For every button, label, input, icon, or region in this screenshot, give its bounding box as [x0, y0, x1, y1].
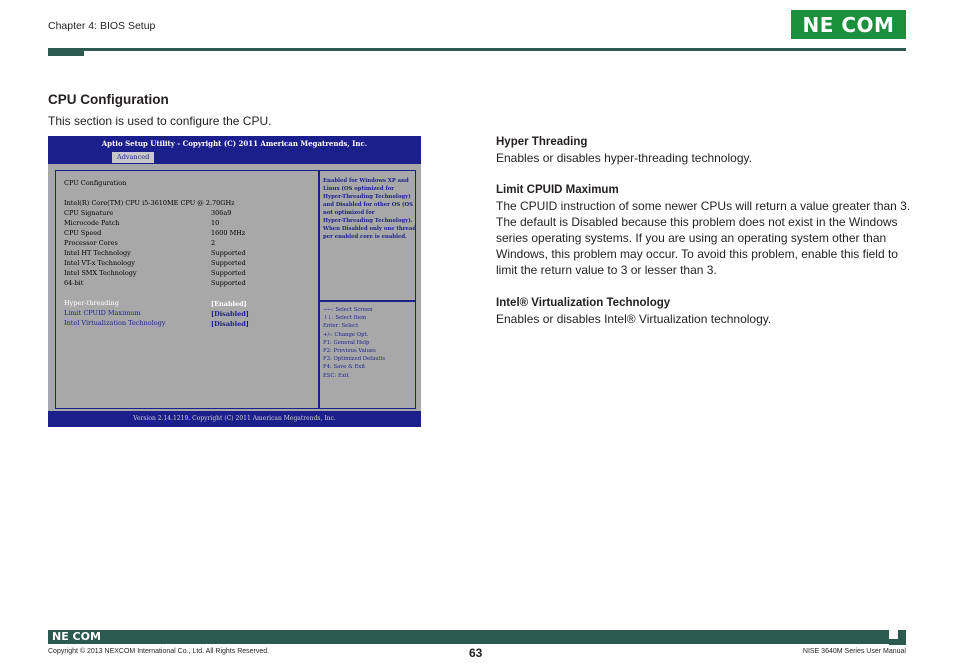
- bios-keys-panel: [318, 300, 416, 409]
- header-rule: [48, 48, 906, 51]
- chapter-label: Chapter 4: BIOS Setup: [48, 20, 156, 32]
- header-rule-accent: [48, 48, 84, 56]
- bios-help-line: Hyper-Threading Technology).: [323, 218, 413, 224]
- bios-row-label: Microcode Patch: [64, 219, 120, 227]
- footer-square-decoration: [889, 630, 898, 639]
- bios-help-line: Linux (OS optimized for: [323, 186, 395, 192]
- bios-row-label: Intel VT-x Technology: [64, 259, 135, 267]
- bios-row-label: Processor Cores: [64, 239, 118, 247]
- copyright-text: Copyright © 2013 NEXCOM International Co., Ltd. All Rights Reserved.: [48, 648, 270, 655]
- bios-row-label: 64-bit: [64, 279, 84, 287]
- bios-option-hyper-threading[interactable]: Hyper-threading: [64, 299, 119, 307]
- desc-text-limit-cpuid: The CPUID instruction of some newer CPUs will return a value greater than 3. The default is Disabled because this problem does not exist in the Windows series operating systems. If you are using an operating system other than Windows, this problem may occur. To avoid this problem, enable this field to limit the return value to 3 or lesser than 3.: [496, 199, 911, 277]
- desc-text-hyper-threading: Enables or disables hyper-threading technology.: [496, 151, 752, 165]
- bios-row-value: Supported: [211, 259, 246, 267]
- desc-heading-virtualization: Intel® Virtualization Technology: [496, 297, 671, 309]
- section-title: CPU Configuration: [48, 92, 169, 107]
- bios-option-virtualization[interactable]: Intel Virtualization Technology: [64, 319, 166, 327]
- bios-row-value: Supported: [211, 249, 246, 257]
- bios-key-hint: F3: Optimized Defaults: [323, 356, 386, 363]
- bios-help-line: per enabled core is enabled.: [323, 234, 407, 240]
- bios-row-value: Supported: [211, 279, 246, 287]
- bios-row-value: Supported: [211, 269, 246, 277]
- section-intro: This section is used to configure the CPU.: [48, 114, 272, 128]
- bios-row-label: CPU Configuration: [64, 179, 127, 187]
- bios-title: Aptio Setup Utility - Copyright (C) 2011 American Megatrends, Inc.: [48, 136, 421, 152]
- bios-option-value[interactable]: [Disabled]: [211, 320, 249, 328]
- bios-option-limit-cpuid[interactable]: Limit CPUID Maximum: [64, 309, 141, 317]
- desc-text-virtualization: Enables or disables Intel® Virtualization technology.: [496, 312, 772, 326]
- manual-title: NISE 3640M Series User Manual: [802, 648, 906, 655]
- footer-logo: NE COM: [52, 630, 101, 643]
- page-number: 63: [469, 646, 483, 660]
- bios-row-value: 1600 MHz: [211, 229, 246, 237]
- bios-option-value[interactable]: [Disabled]: [211, 310, 249, 318]
- bios-row-label: Intel(R) Core(TM) CPU i5-3610ME CPU @ 2.70GHz: [64, 199, 235, 207]
- bios-key-hint: F1: General Help: [323, 339, 370, 346]
- bios-row-value: 306a9: [211, 209, 232, 217]
- bios-help-line: Hyper-Threading Technology): [323, 194, 411, 200]
- nexcom-logo: [791, 10, 906, 39]
- bios-help-line: and Disabled for other OS (OS: [323, 202, 413, 208]
- desc-heading-limit-cpuid: Limit CPUID Maximum: [496, 184, 619, 196]
- bios-key-hint: →←: Select Screen: [323, 307, 373, 313]
- bios-main-panel: [55, 170, 320, 409]
- bios-row-label: CPU Speed: [64, 229, 102, 237]
- logo-text: NE COM: [802, 12, 895, 37]
- bios-tab-bar: [48, 152, 421, 164]
- bios-key-hint: F4: Save & Exit: [323, 364, 366, 371]
- bios-key-hint: F2: Previous Values: [323, 348, 376, 355]
- bios-help-line: not optimized for: [323, 210, 375, 216]
- bios-key-hint: ESC: Exit: [323, 372, 349, 379]
- bios-row-label: Intel SMX Technology: [64, 269, 137, 277]
- bios-tab-advanced[interactable]: Advanced: [112, 152, 154, 163]
- bios-help-line: Enabled for Windows XP and: [323, 178, 409, 184]
- bios-key-hint: +/-: Change Opt.: [323, 331, 369, 338]
- footer-square-decoration: [898, 639, 906, 645]
- desc-heading-hyper-threading: Hyper Threading: [496, 136, 588, 148]
- footer-square-decoration: [889, 639, 898, 645]
- bios-screenshot: [48, 136, 421, 427]
- bios-help-line: When Disabled only one thread: [323, 226, 417, 232]
- bios-row-value: 2: [211, 239, 216, 247]
- bios-option-value[interactable]: [Enabled]: [211, 300, 247, 308]
- bios-footer: Version 2.14.1219. Copyright (C) 2011 American Megatrends, Inc.: [48, 411, 421, 427]
- bios-key-hint: Enter: Select: [323, 323, 359, 330]
- bios-key-hint: ↑↓: Select Item: [323, 315, 367, 322]
- bios-help-panel: [318, 170, 416, 302]
- footer-bar: [48, 630, 906, 644]
- bios-row-label: Intel HT Technology: [64, 249, 131, 257]
- bios-row-value: 10: [211, 219, 220, 227]
- bios-row-label: CPU Signature: [64, 209, 114, 217]
